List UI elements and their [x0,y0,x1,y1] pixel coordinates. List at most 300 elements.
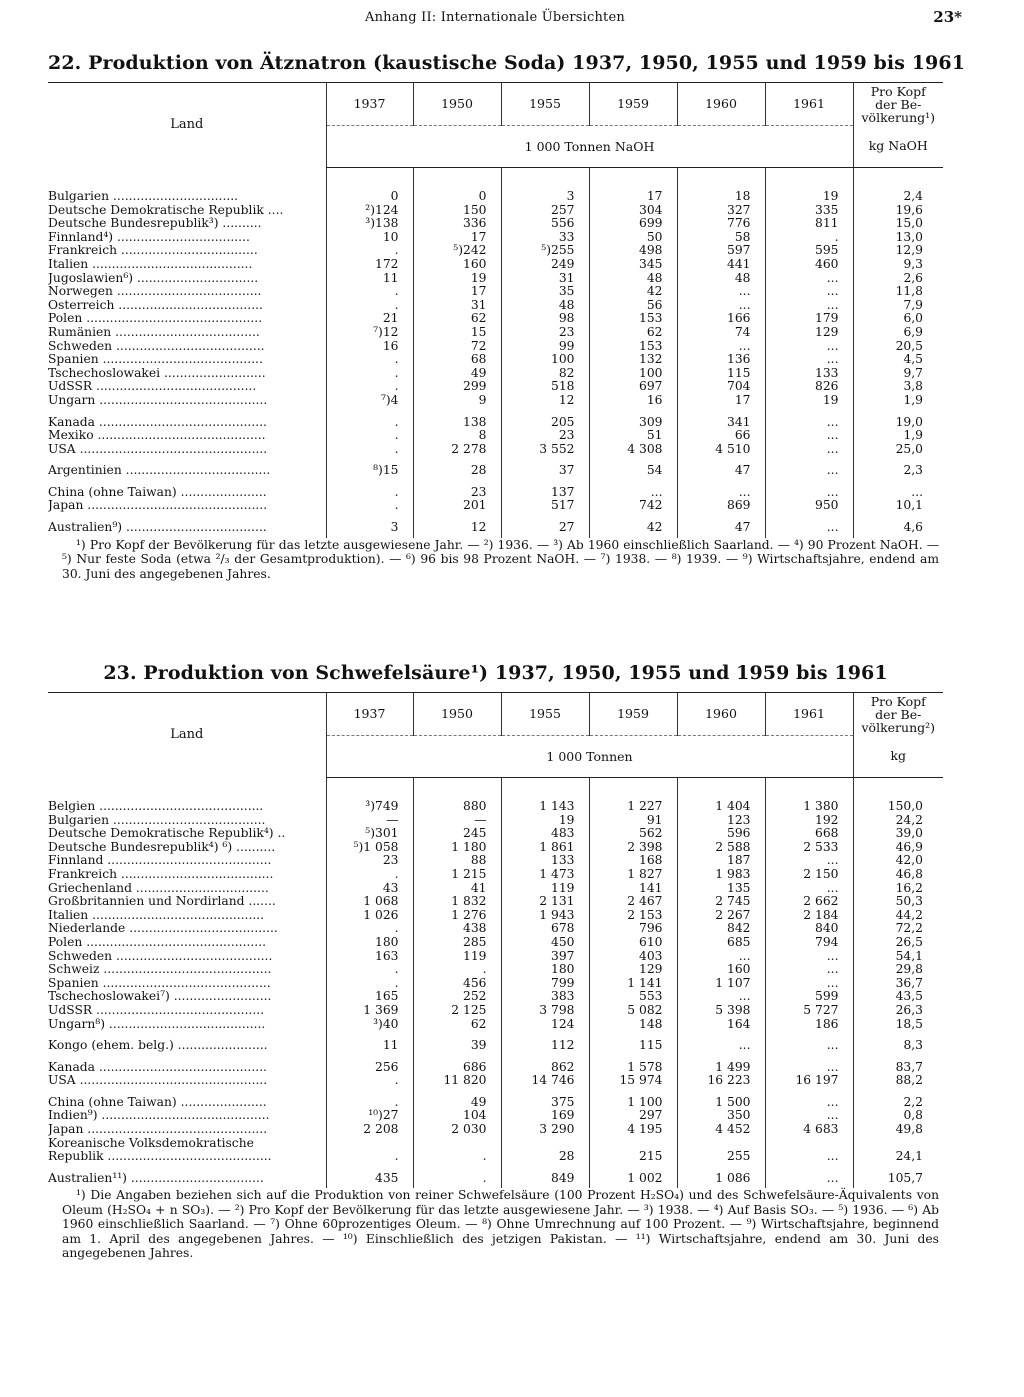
production-value: 160 [413,258,501,272]
country-name: Deutsche Demokratische Republik⁴) .. [48,827,286,841]
production-value: 100 [501,353,589,367]
production-value: 4 452 [677,1123,765,1137]
production-value: 115 [589,1039,677,1053]
production-value: 48 [501,299,589,313]
production-value: 187 [677,854,765,868]
production-value: ... [677,990,765,1004]
gap-cell [677,478,765,486]
production-value: 88 [413,854,501,868]
production-value: 1 369 [326,1004,413,1018]
production-value: ... [677,950,765,964]
gap-cell [501,408,589,416]
production-value [765,1137,853,1151]
year-header: 1961 [765,83,853,126]
gap-cell [765,1053,853,1061]
production-value: . [326,1074,413,1088]
production-value: ... [765,416,853,430]
table-23-title: 23. Produktion von Schwefelsäure¹) 1937, 1950, 1955 und 1959 bis 1961 [103,662,888,684]
production-value: ... [765,521,853,535]
table-22-footnotes [48,538,943,582]
group-gap [48,478,943,486]
production-value: ... [765,1096,853,1110]
production-value [589,1137,677,1151]
table-row [48,977,943,991]
table-row [48,326,943,340]
production-value: 341 [677,416,765,430]
country-name: Japan .............................................. [48,499,268,513]
production-value: 16 197 [765,1074,853,1088]
per-capita-value: 29,8 [853,963,943,977]
gap-cell [48,408,326,416]
production-value: 245 [413,827,501,841]
country-name: Belgien .......................................... [48,800,264,813]
production-value: ... [765,854,853,868]
gap-cell [413,1031,501,1039]
production-value: 100 [589,367,677,381]
production-value: 19 [413,272,501,286]
country-name: Tschechoslowakei⁷) ......................... [48,990,272,1004]
production-value: 16 [589,394,677,408]
country-name: Italien ............................................ [48,908,265,922]
production-value: 799 [501,977,589,991]
production-value: 18 [677,190,765,204]
gap-cell [413,456,501,464]
per-capita-value: 25,0 [853,443,943,457]
production-value: 205 [501,416,589,430]
country-name: Finnland .......................................... [48,854,272,868]
gap-cell [765,408,853,416]
production-value: ... [765,299,853,313]
gap-cell [326,1164,413,1172]
production-value: ⁵)255 [501,244,589,258]
production-value: 610 [589,936,677,950]
production-value: 345 [589,258,677,272]
year-header: 1959 [589,83,677,126]
country-name: Schweden ........................................ [48,949,273,963]
production-value: 12 [501,394,589,408]
table-row [48,841,943,855]
production-value: 119 [501,882,589,896]
country-name: Australien⁹) .................................... [48,521,267,535]
production-value: 31 [501,272,589,286]
production-value: 49 [413,1096,501,1110]
production-value: 5 398 [677,1004,765,1018]
production-value: . [326,416,413,430]
table-row [48,299,943,313]
production-value: ... [677,1039,765,1053]
table-row [48,217,943,231]
production-value: 842 [677,922,765,936]
production-value: 169 [501,1109,589,1123]
gap-cell [677,513,765,521]
gap-cell [48,1053,326,1061]
production-value: 119 [413,950,501,964]
country-name: USA ................................................ [48,1074,268,1088]
production-value: 2 278 [413,443,501,457]
per-capita-value: 83,7 [853,1061,943,1075]
production-value: 41 [413,882,501,896]
table-23-footnotes [48,1188,943,1261]
per-capita-value [853,1137,943,1151]
production-value: . [326,486,413,500]
spacer-cell [501,778,589,801]
country-name: Schweden ...................................... [48,339,265,353]
per-capita-header-line: Pro Kopf [870,83,926,99]
spacer-cell [853,778,943,801]
production-value: 1 499 [677,1061,765,1075]
production-value: 297 [589,1109,677,1123]
production-value: 49 [413,367,501,381]
production-value: . [326,1096,413,1110]
gap-cell [853,513,943,521]
production-value: 299 [413,380,501,394]
production-value: 327 [677,204,765,218]
production-value: 23 [501,429,589,443]
production-value: 17 [589,190,677,204]
production-value: 50 [589,231,677,245]
per-capita-header-line: Pro Kopf [870,693,926,709]
production-value: 160 [677,963,765,977]
production-value: 138 [413,416,501,430]
per-capita-value: 13,0 [853,231,943,245]
production-value: 678 [501,922,589,936]
per-capita-value: 88,2 [853,1074,943,1088]
production-value [677,1137,765,1151]
table-row [48,1123,943,1137]
production-value: ... [765,340,853,354]
production-value: 518 [501,380,589,394]
country-name: Kongo (ehem. belg.) ....................... [48,1039,268,1053]
production-value: 5 082 [589,1004,677,1018]
production-value: 104 [413,1109,501,1123]
page-number: 23* [933,8,962,26]
table-row [48,800,943,814]
year-header: 1955 [501,83,589,126]
production-value: 249 [501,258,589,272]
production-value: 1 473 [501,868,589,882]
production-value: 172 [326,258,413,272]
production-value: 17 [413,231,501,245]
group-gap [48,1088,943,1096]
gap-cell [326,478,413,486]
production-value: 48 [677,272,765,286]
gap-cell [413,1088,501,1096]
production-value: 556 [501,217,589,231]
production-value: 115 [677,367,765,381]
production-value: 42 [589,285,677,299]
table-22-title: 22. Produktion von Ätznatron (kaustische Soda) 1937, 1950, 1955 und 1959 bis 1961 [48,52,966,74]
country-name: Frankreich ....................................... [48,867,274,881]
gap-cell [501,1031,589,1039]
year-header: 1937 [326,83,413,126]
spacer-cell [48,778,326,801]
production-value: ⁵)301 [326,827,413,841]
production-value: 124 [501,1018,589,1032]
production-value: 1 404 [677,800,765,814]
production-value: 215 [589,1150,677,1164]
country-name: Deutsche Bundesrepublik⁴) ⁶) .......... [48,840,276,854]
production-value: 15 [413,326,501,340]
table-row [48,429,943,443]
production-value: 35 [501,285,589,299]
production-value: . [326,299,413,313]
spacer-cell [677,778,765,801]
production-value: 62 [589,326,677,340]
production-value: 1 068 [326,895,413,909]
production-value: 48 [589,272,677,286]
production-value: 11 [326,1039,413,1053]
gap-cell [501,513,589,521]
gap-cell [589,478,677,486]
gap-cell [765,456,853,464]
production-value: 129 [765,326,853,340]
production-value: 14 746 [501,1074,589,1088]
gap-cell [413,408,501,416]
production-value: 2 125 [413,1004,501,1018]
per-capita-value: 10,1 [853,499,943,513]
gap-cell [853,456,943,464]
production-value: 1 107 [677,977,765,991]
production-value: 1 215 [413,868,501,882]
gap-cell [413,513,501,521]
country-name: Polen ............................................. [48,312,263,326]
gap-cell [677,408,765,416]
per-capita-value: 15,0 [853,217,943,231]
spacer-cell [589,778,677,801]
production-value: ... [765,1039,853,1053]
group-gap [48,456,943,464]
table-row [48,909,943,923]
per-capita-value: 19,0 [853,416,943,430]
production-value: 697 [589,380,677,394]
table-row [48,1096,943,1110]
production-value: 1 143 [501,800,589,814]
production-value: 37 [501,464,589,478]
per-capita-value: 26,5 [853,936,943,950]
production-value: 2 398 [589,841,677,855]
country-name: Tschechoslowakei .......................... [48,366,266,380]
gap-cell [326,1088,413,1096]
gap-cell [765,513,853,521]
production-value: 3 798 [501,1004,589,1018]
table-row [48,1061,943,1075]
production-value: ⁸)15 [326,464,413,478]
per-capita-value: 16,2 [853,882,943,896]
production-value: . [326,429,413,443]
production-value: . [326,285,413,299]
production-value: 42 [589,521,677,535]
production-value: 2 588 [677,841,765,855]
production-value: 375 [501,1096,589,1110]
country-name: Bulgarien ................................ [48,190,239,203]
production-value: 483 [501,827,589,841]
gap-cell [853,478,943,486]
table-row [48,1004,943,1018]
production-value: 285 [413,936,501,950]
production-value: 869 [677,499,765,513]
production-value: 68 [413,353,501,367]
production-value: 699 [589,217,677,231]
production-value: 58 [677,231,765,245]
spacer-cell [853,168,943,191]
production-value: 4 308 [589,443,677,457]
gap-cell [48,1031,326,1039]
year-header: 1961 [765,693,853,736]
spacer-cell [501,168,589,191]
production-value: ... [765,977,853,991]
year-header: 1960 [677,693,765,736]
production-value: ... [765,1109,853,1123]
production-value: 47 [677,521,765,535]
production-value: ... [677,299,765,313]
running-head [0,6,1024,28]
country-name: Mexiko ........................................... [48,429,266,443]
per-capita-header [853,693,943,736]
country-name: Republik .......................................... [48,1150,272,1164]
table-row [48,1109,943,1123]
production-value: 3 290 [501,1123,589,1137]
gap-cell [677,1031,765,1039]
table-row [48,499,943,513]
country-name: Norwegen ..................................... [48,285,262,299]
per-capita-value: 44,2 [853,909,943,923]
production-value: 2 533 [765,841,853,855]
production-value: ⁷)12 [326,326,413,340]
production-value: 135 [677,882,765,896]
spacer-cell [765,168,853,191]
production-value [413,1137,501,1151]
production-value: 704 [677,380,765,394]
production-value: 1 832 [413,895,501,909]
production-value: 2 150 [765,868,853,882]
table-row [48,380,943,394]
production-value: 742 [589,499,677,513]
gap-cell [413,1164,501,1172]
per-capita-value: 19,6 [853,204,943,218]
production-value: 498 [589,244,677,258]
production-value: 163 [326,950,413,964]
production-value: 2 030 [413,1123,501,1137]
per-capita-value: 2,6 [853,272,943,286]
production-value: 28 [501,1150,589,1164]
table-row [48,1150,943,1164]
country-name: Australien¹¹) .................................. [48,1171,264,1185]
year-header: 1950 [413,693,501,736]
production-value: 438 [413,922,501,936]
production-value: 62 [413,312,501,326]
country-name: USA ................................................ [48,442,268,456]
table-row [48,367,943,381]
production-value: 153 [589,312,677,326]
per-capita-value: 54,1 [853,950,943,964]
table-row [48,231,943,245]
production-value: ²)124 [326,204,413,218]
production-value: 255 [677,1150,765,1164]
production-value: ... [765,963,853,977]
gap-cell [501,1053,589,1061]
production-value: 456 [413,977,501,991]
country-name: Griechenland .................................. [48,881,269,895]
gap-cell [501,1164,589,1172]
production-value: 2 184 [765,909,853,923]
production-value: ³)749 [326,800,413,814]
production-value: 1 500 [677,1096,765,1110]
gap-cell [48,1088,326,1096]
production-value: 2 745 [677,895,765,909]
per-capita-value: 46,8 [853,868,943,882]
table-row [48,353,943,367]
production-value: 441 [677,258,765,272]
country-name: Polen .............................................. [48,935,267,949]
spacer-cell [413,168,501,191]
gap-cell [765,1088,853,1096]
production-value: 1 002 [589,1172,677,1186]
land-header: Land [48,693,326,778]
per-capita-value: 105,7 [853,1172,943,1186]
group-gap [48,513,943,521]
country-name: Argentinien ..................................... [48,464,271,478]
spacer-row [48,778,943,801]
production-value: 82 [501,367,589,381]
table-row [48,394,943,408]
gap-cell [501,1088,589,1096]
production-value: ³)138 [326,217,413,231]
spacer-cell [677,168,765,191]
production-value: 1 086 [677,1172,765,1186]
production-value: 685 [677,936,765,950]
production-value: 383 [501,990,589,1004]
group-gap [48,1164,943,1172]
gap-cell [765,1031,853,1039]
production-value: 1 380 [765,800,853,814]
production-value: ⁵)242 [413,244,501,258]
production-value: 23 [501,326,589,340]
production-value: 11 820 [413,1074,501,1088]
production-value: 16 223 [677,1074,765,1088]
production-value: 4 683 [765,1123,853,1137]
table-row [48,950,943,964]
production-value: 180 [501,963,589,977]
production-value: 794 [765,936,853,950]
country-name: Koreanische Volksdemokratische [48,1136,254,1150]
table-row [48,1039,943,1053]
per-capita-header [853,83,943,126]
table-row [48,244,943,258]
per-capita-value: 24,1 [853,1150,943,1164]
production-value: 4 510 [677,443,765,457]
group-gap [48,1031,943,1039]
production-value: 553 [589,990,677,1004]
production-value: 56 [589,299,677,313]
table-row [48,312,943,326]
production-value: 21 [326,312,413,326]
production-value: 3 [326,521,413,535]
gap-cell [326,1031,413,1039]
gap-cell [589,1031,677,1039]
production-value: 335 [765,204,853,218]
footnote-text: ¹) Pro Kopf der Bevölkerung für das letzte ausgewiesene Jahr. — ²) 1936. — ³) Ab 1960 einschließlich Saarland. — ⁴) 90 Prozent NaOH. — ⁵) Nur feste Soda (etwa ²/₃ der Gesamtproduktion). — ⁶) 96 bis 98 Prozent NaOH. — ⁷) 1938. — ⁸) 1939. — ⁹) Wirtschaftsjahre, endend am 30. Juni des angegebenen Jahres. [62,537,939,581]
country-name: Kanada ........................................... [48,415,267,429]
production-value: ... [765,950,853,964]
production-value: 8 [413,429,501,443]
production-value: 16 [326,340,413,354]
production-value: 252 [413,990,501,1004]
production-value: 43 [326,882,413,896]
production-value: 776 [677,217,765,231]
per-capita-header-line: völkerung²) [861,719,936,735]
per-capita-value: 2,4 [853,190,943,204]
table-row [48,521,943,535]
